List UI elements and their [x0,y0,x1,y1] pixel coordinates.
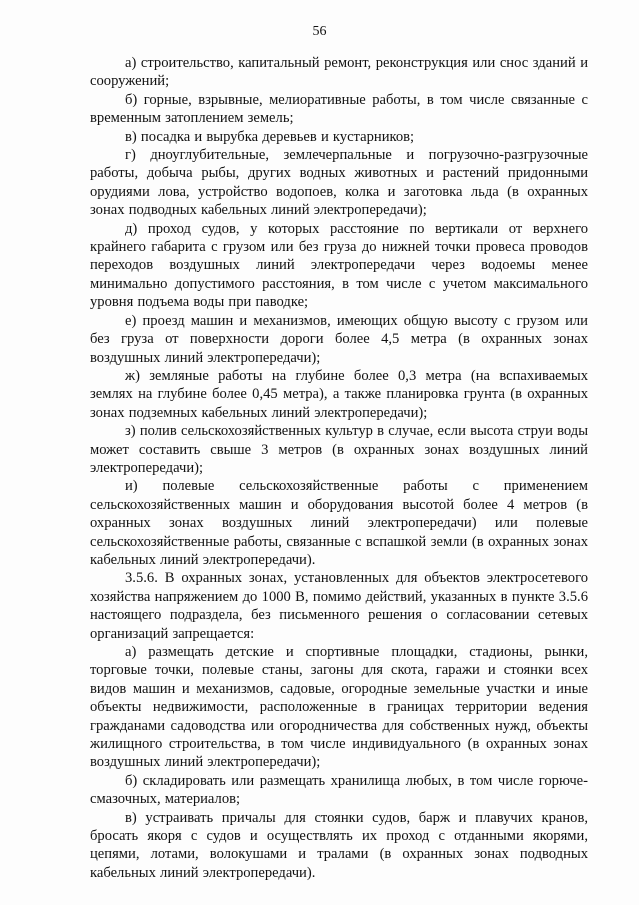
paragraph-b-storage: б) складировать или размещать хранилища любых, в том числе горюче-смазочных, материалов; [90,772,588,808]
paragraph-b-mining: б) горные, взрывные, мелиоративные работы, в том числе связанные с временным затоплением земель; [90,91,588,127]
paragraph-i-field-works: и) полевые сельскохозяйственные работы с применением сельскохозяйственных машин и оборудования высотой более 4 метров (в охранных зонах воздушных линий электропередачи) или полевые сельскохозяйственные работы, связанные с вспашкой земли (в охранных зонах кабельных линий электропередачи). [90,478,588,568]
paragraph-v-moorings: в) устраивать причалы для стоянки судов, барж и плавучих кранов, бросать якоря с судов и осуществлять их проход с отданными якорями, цепями, лотами, волокушами и тралами (в охранных зонах подводных кабельных линий электропередачи). [90,809,588,881]
paragraph-z-irrigation: з) полив сельскохозяйственных культур в случае, если высота струи воды может составить свыше 3 метров (в охранных зонах воздушных линий электропередачи); [90,423,588,476]
paragraph-zh-earthworks: ж) земляные работы на глубине более 0,3 метра (на вспахиваемых землях на глубине более 0,45 метра), а также планировка грунта (в охранных зонах подземных кабельных линий электропередачи); [90,367,588,421]
paragraph-3-5-6: 3.5.6. В охранных зонах, установленных для объектов электросетевого хозяйства напряжением до 1000 В, помимо действий, указанных в пункте 3.5.6 настоящего подраздела, без письменного решения о согласовании сетевых организаций запрещается: [90,570,588,642]
paragraph-d-vessels: д) проход судов, у которых расстояние по вертикали от верхнего крайнего габарита с грузом или без груза до нижней точки провеса проводов переходов воздушных линий электропередачи через водоемы менее минимально допустимого расстояния, в том числе с учетом максимального уровня подъема воды при паводке; [90,220,588,311]
paragraph-e-vehicles: е) проезд машин и механизмов, имеющих общую высоту с грузом или без груза от поверхности дороги более 4,5 метра (в охранных зонах воздушных линий электропередачи); [90,312,588,366]
paragraph-v-trees: в) посадка и вырубка деревьев и кустарников; [125,128,415,145]
page-number: 56 [312,24,327,39]
paragraph-a-playgrounds: а) размещать детские и спортивные площадки, стадионы, рынки, торговые точки, полевые станы, загоны для скота, гаражи и стоянки всех видов машин и механизмов, садовые, огородные земельные участки и иные объекты недвижимости, расположенные в границах территории ведения гражданами садоводства или огородничества для собственных нужд, объекты жилищного строительства, в том числе индивидуального (в охранных зонах воздушных линий электропередачи); [90,644,588,771]
paragraph-a-construction: а) строительство, капитальный ремонт, реконструкция или снос зданий и сооружений; [90,55,588,90]
document-body [90,54,588,882]
paragraph-g-dredging: г) дноуглубительные, землечерпальные и погрузочно-разгрузочные работы, добыча рыбы, других водных животных и растений придонными орудиями лова, устройство водопоев, колка и заготовка льда (в охранных зонах подводных кабельных линий электропередачи); [90,147,588,219]
